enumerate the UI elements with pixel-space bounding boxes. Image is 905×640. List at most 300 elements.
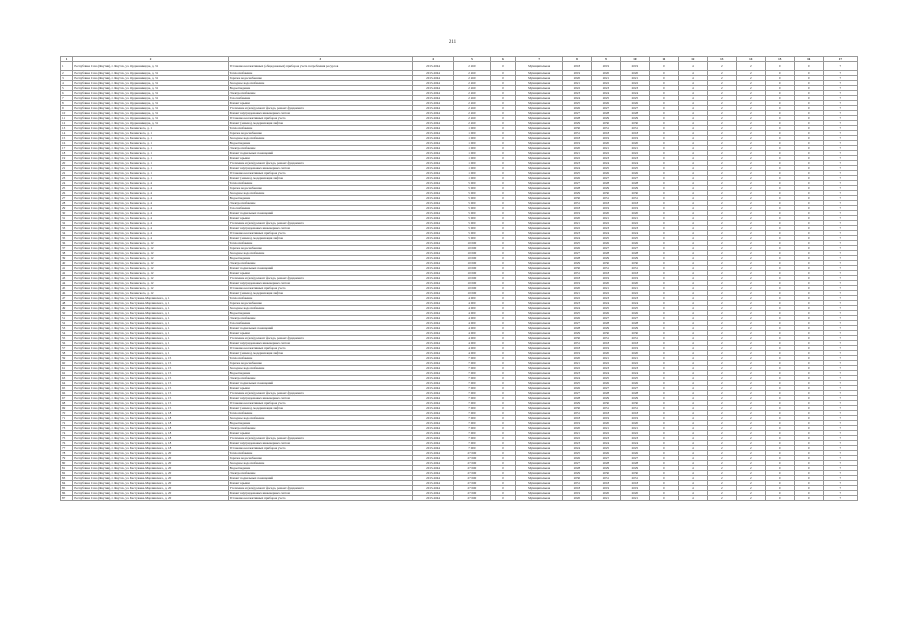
table-cell: Муниципальная — [516, 241, 563, 246]
table-cell: 7 — [823, 276, 857, 281]
table-cell: 2 — [707, 191, 736, 196]
table-cell: 2015-2044 — [412, 396, 453, 401]
table-cell: Утепление и (или) ремонт фасада, ремонт фундамента — [228, 486, 412, 491]
table-cell: Республика Саха (Якутия), г. Якутск, ул. Бестужева-Марлинского, д. 1 — [73, 331, 228, 336]
table-cell: 4 — [678, 351, 707, 356]
table-cell: Муниципальная — [516, 141, 563, 146]
table-cell: 2025 — [562, 101, 591, 106]
table-cell: Муниципальная — [516, 206, 563, 211]
table-cell: 70 — [61, 411, 73, 416]
table-cell: 2015-2044 — [412, 161, 453, 166]
table-cell: 27 000 — [454, 466, 490, 471]
table-cell: 2 — [707, 326, 736, 331]
table-cell: Республика Саха (Якутия), г. Якутск, ул. Белинского, д. 4 — [73, 191, 228, 196]
table-cell: 4 — [678, 226, 707, 231]
table-cell: Электроснабжение — [228, 471, 412, 476]
table-cell: 4 — [678, 416, 707, 421]
table-cell: Республика Саха (Якутия), г. Якутск, ул. Белинского, д. 4 — [73, 216, 228, 221]
table-row — [61, 62, 858, 71]
table-cell: 2 — [707, 441, 736, 446]
table-cell: Муниципальная — [516, 196, 563, 201]
table-cell: 10 000 — [454, 291, 490, 296]
table-cell: 4 000 — [454, 351, 490, 356]
table-cell: 36 — [61, 241, 73, 246]
table-cell: 4 — [678, 396, 707, 401]
table-cell: 81 — [61, 466, 73, 471]
table-cell: 0 — [490, 401, 516, 406]
table-cell: Ремонт (замена), модернизация лифтов — [228, 406, 412, 411]
table-cell: 4 — [678, 266, 707, 271]
table-cell: 2026 — [591, 311, 620, 316]
table-cell: 0 — [794, 171, 823, 176]
table-cell: 0 — [490, 76, 516, 81]
table-cell: Муниципальная — [516, 421, 563, 426]
table-cell: Ремонт крыши — [228, 101, 412, 106]
table-cell: 0 — [765, 176, 794, 181]
column-header: 14 — [736, 57, 765, 62]
table-cell: 4 — [678, 216, 707, 221]
table-cell: 2015-2044 — [412, 106, 453, 111]
table-cell: 0 — [649, 391, 678, 396]
table-cell: Водоотведение — [228, 371, 412, 376]
table-cell: 0 — [765, 476, 794, 481]
table-cell: 74 — [61, 431, 73, 436]
table-cell: 0 — [765, 421, 794, 426]
table-cell: 62 — [61, 371, 73, 376]
table-cell: 2018 — [562, 206, 591, 211]
table-cell: Республика Саха (Якутия), г. Якутск, ул. Белинского, д. 12 — [73, 271, 228, 276]
table-cell: 2018 — [562, 276, 591, 281]
table-cell: 0 — [794, 301, 823, 306]
table-cell: Электроснабжение — [228, 376, 412, 381]
table-cell: Республика Саха (Якутия), г. Якутск, ул. Белинского, д. 12 — [73, 291, 228, 296]
table-cell: 0 — [649, 86, 678, 91]
table-cell: 0 — [794, 331, 823, 336]
table-cell: 0 — [765, 156, 794, 161]
table-cell: 0 — [649, 76, 678, 81]
table-cell: 2031 — [591, 476, 620, 481]
table-cell: 2 — [736, 201, 765, 206]
table-cell: 2031 — [620, 126, 649, 131]
table-cell: 2 — [707, 196, 736, 201]
table-cell: 2015-2044 — [412, 256, 453, 261]
table-cell: Муниципальная — [516, 246, 563, 251]
table-cell: 1 000 — [454, 126, 490, 131]
table-cell: 2 — [736, 346, 765, 351]
table-cell: 1 000 — [454, 156, 490, 161]
table-cell: Республика Саха (Якутия), г. Якутск, ул. Бестужева-Марлинского, д. 15 — [73, 391, 228, 396]
table-cell: 2 — [736, 296, 765, 301]
table-cell: Муниципальная — [516, 166, 563, 171]
table-cell: 0 — [649, 291, 678, 296]
table-cell: 7 000 — [454, 421, 490, 426]
table-cell: 0 — [794, 76, 823, 81]
table-cell: 2 — [736, 271, 765, 276]
table-cell: 4 — [678, 106, 707, 111]
table-cell: 2015-2044 — [412, 301, 453, 306]
table-cell: 2015-2044 — [412, 386, 453, 391]
table-cell: 0 — [490, 461, 516, 466]
table-cell: 2020 — [620, 211, 649, 216]
table-cell: 2026 — [620, 101, 649, 106]
table-cell: 0 — [490, 246, 516, 251]
table-cell: 2015-2044 — [412, 336, 453, 341]
table-cell: Муниципальная — [516, 296, 563, 301]
table-cell: 0 — [490, 81, 516, 86]
table-cell: 13 — [61, 126, 73, 131]
table-cell: 2 — [736, 471, 765, 476]
table-cell: 4 — [678, 366, 707, 371]
table-cell: 4 — [678, 371, 707, 376]
table-cell: 7 — [823, 491, 857, 496]
table-cell: 4 — [678, 471, 707, 476]
table-cell: 0 — [794, 246, 823, 251]
table-cell: 0 — [649, 436, 678, 441]
table-cell: 7 — [823, 301, 857, 306]
table-cell: 2015-2044 — [412, 316, 453, 321]
table-cell: 2 — [736, 101, 765, 106]
table-cell: 2026 — [620, 241, 649, 246]
table-cell: 2015-2044 — [412, 176, 453, 181]
table-cell: 0 — [649, 341, 678, 346]
table-cell: 2 — [736, 221, 765, 226]
table-cell: 2023 — [620, 156, 649, 161]
table-cell: 2015-2044 — [412, 306, 453, 311]
table-cell: 2031 — [562, 271, 591, 276]
table-cell: 0 — [649, 426, 678, 431]
table-cell: 2 — [707, 361, 736, 366]
table-cell: Республика Саха (Якутия), г. Якутск, ул. Бестужева-Марлинского, д. 20 — [73, 491, 228, 496]
table-cell: 2021 — [562, 431, 591, 436]
table-cell: 2028 — [591, 391, 620, 396]
table-cell: 49 — [61, 306, 73, 311]
table-cell: 0 — [765, 141, 794, 146]
table-cell: 5 000 — [454, 226, 490, 231]
table-cell: 38 — [61, 251, 73, 256]
table-cell: 4 — [678, 376, 707, 381]
table-cell: Муниципальная — [516, 401, 563, 406]
table-cell: Республика Саха (Якутия), г. Якутск, ул. Бестужева-Марлинского, д. 15 — [73, 406, 228, 411]
table-cell: 2031 — [562, 131, 591, 136]
table-cell: Республика Саха (Якутия), г. Якутск, ул. Бестужева-Марлинского, д. 20 — [73, 451, 228, 456]
table-cell: 0 — [794, 146, 823, 151]
table-cell: 27 — [61, 196, 73, 201]
table-cell: 2 — [707, 386, 736, 391]
table-cell: 7 — [823, 171, 857, 176]
table-cell: 0 — [649, 131, 678, 136]
table-cell: 2019 — [591, 486, 620, 491]
table-cell: 2018 — [591, 271, 620, 276]
table-cell: 29 — [61, 206, 73, 211]
table-cell: 2031 — [562, 341, 591, 346]
table-cell: Республика Саха (Якутия), г. Якутск, ул. Бестужева-Марлинского, д. 15 — [73, 386, 228, 391]
table-cell: Республика Саха (Якутия), г. Якутск, ул. Белинского, д. 1 — [73, 146, 228, 151]
table-cell: 2 — [707, 226, 736, 231]
table-cell: 0 — [794, 376, 823, 381]
table-cell: 7 — [823, 131, 857, 136]
table-cell: 2015-2044 — [412, 136, 453, 141]
table-cell: 2 — [707, 181, 736, 186]
table-cell: 7 — [823, 446, 857, 451]
table-cell: 0 — [649, 326, 678, 331]
table-cell: 0 — [794, 286, 823, 291]
table-cell: 0 — [490, 341, 516, 346]
table-cell: 2015-2044 — [412, 111, 453, 116]
table-cell: 2015-2044 — [412, 181, 453, 186]
table-cell: 2022 — [591, 221, 620, 226]
table-cell: 0 — [794, 91, 823, 96]
table-cell: 52 — [61, 321, 73, 326]
table-cell: Республика Саха (Якутия), г. Якутск, ул. Бестужева-Марлинского, д. 15 — [73, 381, 228, 386]
table-cell: 2028 — [620, 111, 649, 116]
table-cell: 4 — [678, 326, 707, 331]
table-cell: Водоотведение — [228, 311, 412, 316]
table-cell: 2 — [736, 491, 765, 496]
table-cell: 2015-2044 — [412, 116, 453, 121]
table-cell: 0 — [765, 236, 794, 241]
table-cell: 2021 — [620, 356, 649, 361]
table-cell: 0 — [490, 436, 516, 441]
table-cell: 0 — [765, 376, 794, 381]
table-cell: Муниципальная — [516, 351, 563, 356]
table-cell: 10 000 — [454, 241, 490, 246]
table-cell: 2026 — [620, 381, 649, 386]
table-cell: 2020 — [591, 281, 620, 286]
table-cell: 10 000 — [454, 276, 490, 281]
table-cell: 7 — [823, 311, 857, 316]
table-cell: 4 — [678, 256, 707, 261]
table-cell: 11 — [61, 116, 73, 121]
table-cell: Газоснабжение — [228, 321, 412, 326]
table-cell: 4 000 — [454, 296, 490, 301]
table-cell: 0 — [649, 62, 678, 71]
table-cell: 83 — [61, 476, 73, 481]
table-cell: 7 — [823, 481, 857, 486]
table-cell: 10 000 — [454, 281, 490, 286]
table-cell: 44 — [61, 281, 73, 286]
table-cell: 4 — [678, 146, 707, 151]
table-cell: 27 000 — [454, 491, 490, 496]
table-cell: 2019 — [620, 136, 649, 141]
table-cell: 0 — [765, 81, 794, 86]
table-cell: 7 — [823, 111, 857, 116]
table-cell: 1 000 — [454, 151, 490, 156]
table-cell: Муниципальная — [516, 281, 563, 286]
table-cell: 2015-2044 — [412, 346, 453, 351]
table-cell: 0 — [649, 481, 678, 486]
table-cell: 2026 — [562, 316, 591, 321]
table-cell: 0 — [794, 216, 823, 221]
table-cell: 0 — [649, 406, 678, 411]
table-cell: 0 — [794, 306, 823, 311]
table-cell: 2 — [736, 186, 765, 191]
table-cell: 2021 — [562, 221, 591, 226]
table-cell: 2 — [707, 486, 736, 491]
table-cell: 4 — [678, 191, 707, 196]
table-cell: 2031 — [562, 481, 591, 486]
table-cell: 0 — [490, 131, 516, 136]
table-cell: 2026 — [562, 246, 591, 251]
table-cell: 0 — [490, 221, 516, 226]
table-cell: 2029 — [562, 331, 591, 336]
table-cell: Республика Саха (Якутия), г. Якутск, ул. Орджоникидзе, д. 31 — [73, 71, 228, 76]
table-cell: 0 — [490, 456, 516, 461]
table-cell: Ремонт подвальных помещений — [228, 211, 412, 216]
table-cell: 0 — [765, 191, 794, 196]
table-cell: 0 — [490, 331, 516, 336]
table-cell: Водоотведение — [228, 196, 412, 201]
table-cell: 46 — [61, 291, 73, 296]
table-cell: Установка коллективных приборов учета — [228, 116, 412, 121]
table-cell: 2030 — [591, 401, 620, 406]
table-cell: Муниципальная — [516, 161, 563, 166]
table-cell: 0 — [649, 231, 678, 236]
table-cell: 0 — [490, 391, 516, 396]
table-cell: 1 000 — [454, 146, 490, 151]
table-cell: 1 000 — [454, 141, 490, 146]
table-cell: Муниципальная — [516, 86, 563, 91]
table-cell: Муниципальная — [516, 266, 563, 271]
table-cell: 2015-2044 — [412, 496, 453, 501]
table-cell: 2022 — [620, 361, 649, 366]
table-cell: Ремонт внутридомовых инженерных систем — [228, 166, 412, 171]
table-cell: Республика Саха (Якутия), г. Якутск, ул. Бестужева-Марлинского, д. 20 — [73, 481, 228, 486]
table-cell: 0 — [649, 311, 678, 316]
table-cell: 0 — [794, 316, 823, 321]
table-cell: 2031 — [591, 406, 620, 411]
table-cell: 4 — [678, 201, 707, 206]
table-cell: 2025 — [591, 166, 620, 171]
table-cell: 2 — [707, 416, 736, 421]
table-cell: Республика Саха (Якутия), г. Якутск, ул. Бестужева-Марлинского, д. 20 — [73, 486, 228, 491]
column-header: 6 — [490, 57, 516, 62]
table-cell: 0 — [765, 101, 794, 106]
table-cell: 2 — [707, 481, 736, 486]
table-cell: 4 — [678, 176, 707, 181]
table-cell: 4 000 — [454, 336, 490, 341]
table-cell: Горячее водоснабжение — [228, 76, 412, 81]
table-cell: 2029 — [562, 261, 591, 266]
table-cell: 0 — [490, 411, 516, 416]
table-cell: 0 — [765, 291, 794, 296]
table-cell: 7 — [823, 116, 857, 121]
table-cell: 7 — [823, 231, 857, 236]
table-cell: Муниципальная — [516, 386, 563, 391]
table-cell: 73 — [61, 426, 73, 431]
table-cell: 0 — [794, 366, 823, 371]
table-cell: 2 — [736, 62, 765, 71]
table-cell: 2027 — [620, 106, 649, 111]
table-cell: 2029 — [591, 116, 620, 121]
table-cell: 2030 — [620, 191, 649, 196]
table-cell: 7 — [823, 166, 857, 171]
table-cell: Республика Саха (Якутия), г. Якутск, ул. Белинского, д. 1 — [73, 151, 228, 156]
table-cell: Ремонт подвальных помещений — [228, 381, 412, 386]
table-cell: 2026 — [591, 451, 620, 456]
table-cell: 2 — [707, 496, 736, 501]
table-cell: 2030 — [620, 261, 649, 266]
table-cell: 5 000 — [454, 196, 490, 201]
table-cell: 0 — [794, 181, 823, 186]
table-cell: Водоотведение — [228, 421, 412, 426]
table-cell: 2 — [736, 111, 765, 116]
table-cell: 2024 — [591, 301, 620, 306]
table-cell: Республика Саха (Якутия), г. Якутск, ул. Бестужева-Марлинского, д. 20 — [73, 496, 228, 501]
table-cell: 0 — [794, 111, 823, 116]
table-cell: 4 — [678, 196, 707, 201]
table-cell: 2026 — [562, 106, 591, 111]
table-cell: Муниципальная — [516, 431, 563, 436]
table-cell: Республика Саха (Якутия), г. Якутск, ул. Бестужева-Марлинского, д. 15 — [73, 361, 228, 366]
table-cell: Холодное водоснабжение — [228, 461, 412, 466]
table-cell: 2029 — [620, 186, 649, 191]
table-cell: 0 — [765, 76, 794, 81]
table-cell: 2020 — [591, 491, 620, 496]
table-cell: 4 — [678, 111, 707, 116]
table-cell: 2 — [736, 361, 765, 366]
table-cell: 2 — [707, 346, 736, 351]
table-cell: 2025 — [562, 241, 591, 246]
table-cell: 76 — [61, 441, 73, 446]
table-cell: 2 — [707, 381, 736, 386]
table-cell: 2 — [707, 331, 736, 336]
table-cell: 0 — [794, 101, 823, 106]
table-cell: Муниципальная — [516, 486, 563, 491]
table-cell: 0 — [490, 421, 516, 426]
table-cell: 2 — [736, 126, 765, 131]
table-cell: 45 — [61, 286, 73, 291]
table-cell: 2 — [736, 416, 765, 421]
table-cell: 0 — [490, 446, 516, 451]
table-cell: 2015-2044 — [412, 171, 453, 176]
table-cell: Муниципальная — [516, 366, 563, 371]
table-cell: 2 — [736, 161, 765, 166]
table-cell: 2 — [736, 351, 765, 356]
table-cell: 2 — [736, 421, 765, 426]
table-cell: Установка коллективных приборов учета — [228, 171, 412, 176]
table-cell: 2015-2044 — [412, 81, 453, 86]
table-cell: 0 — [649, 256, 678, 261]
table-cell: 0 — [490, 266, 516, 271]
table-cell: 2031 — [620, 196, 649, 201]
table-cell: 7 — [823, 336, 857, 341]
table-cell: 10 000 — [454, 266, 490, 271]
table-cell: 2015-2044 — [412, 86, 453, 91]
table-cell: 2027 — [562, 111, 591, 116]
table-cell: 2 — [736, 476, 765, 481]
table-cell: 0 — [649, 296, 678, 301]
table-cell: 2 — [707, 71, 736, 76]
table-cell: 7 — [823, 406, 857, 411]
table-cell: 0 — [794, 296, 823, 301]
table-cell: Муниципальная — [516, 121, 563, 126]
table-cell: 0 — [649, 486, 678, 491]
table-cell: 2018 — [562, 486, 591, 491]
table-cell: 0 — [649, 181, 678, 186]
table-cell: Муниципальная — [516, 256, 563, 261]
table-cell: 2 — [707, 106, 736, 111]
table-cell: 0 — [794, 156, 823, 161]
table-cell: 0 — [490, 371, 516, 376]
table-cell: 7 — [823, 291, 857, 296]
table-cell: Муниципальная — [516, 221, 563, 226]
table-cell: 7 — [823, 441, 857, 446]
table-cell: 2021 — [620, 146, 649, 151]
table-cell: 4 — [678, 131, 707, 136]
table-cell: 2023 — [591, 86, 620, 91]
table-cell: 0 — [490, 346, 516, 351]
table-cell: 2022 — [591, 291, 620, 296]
